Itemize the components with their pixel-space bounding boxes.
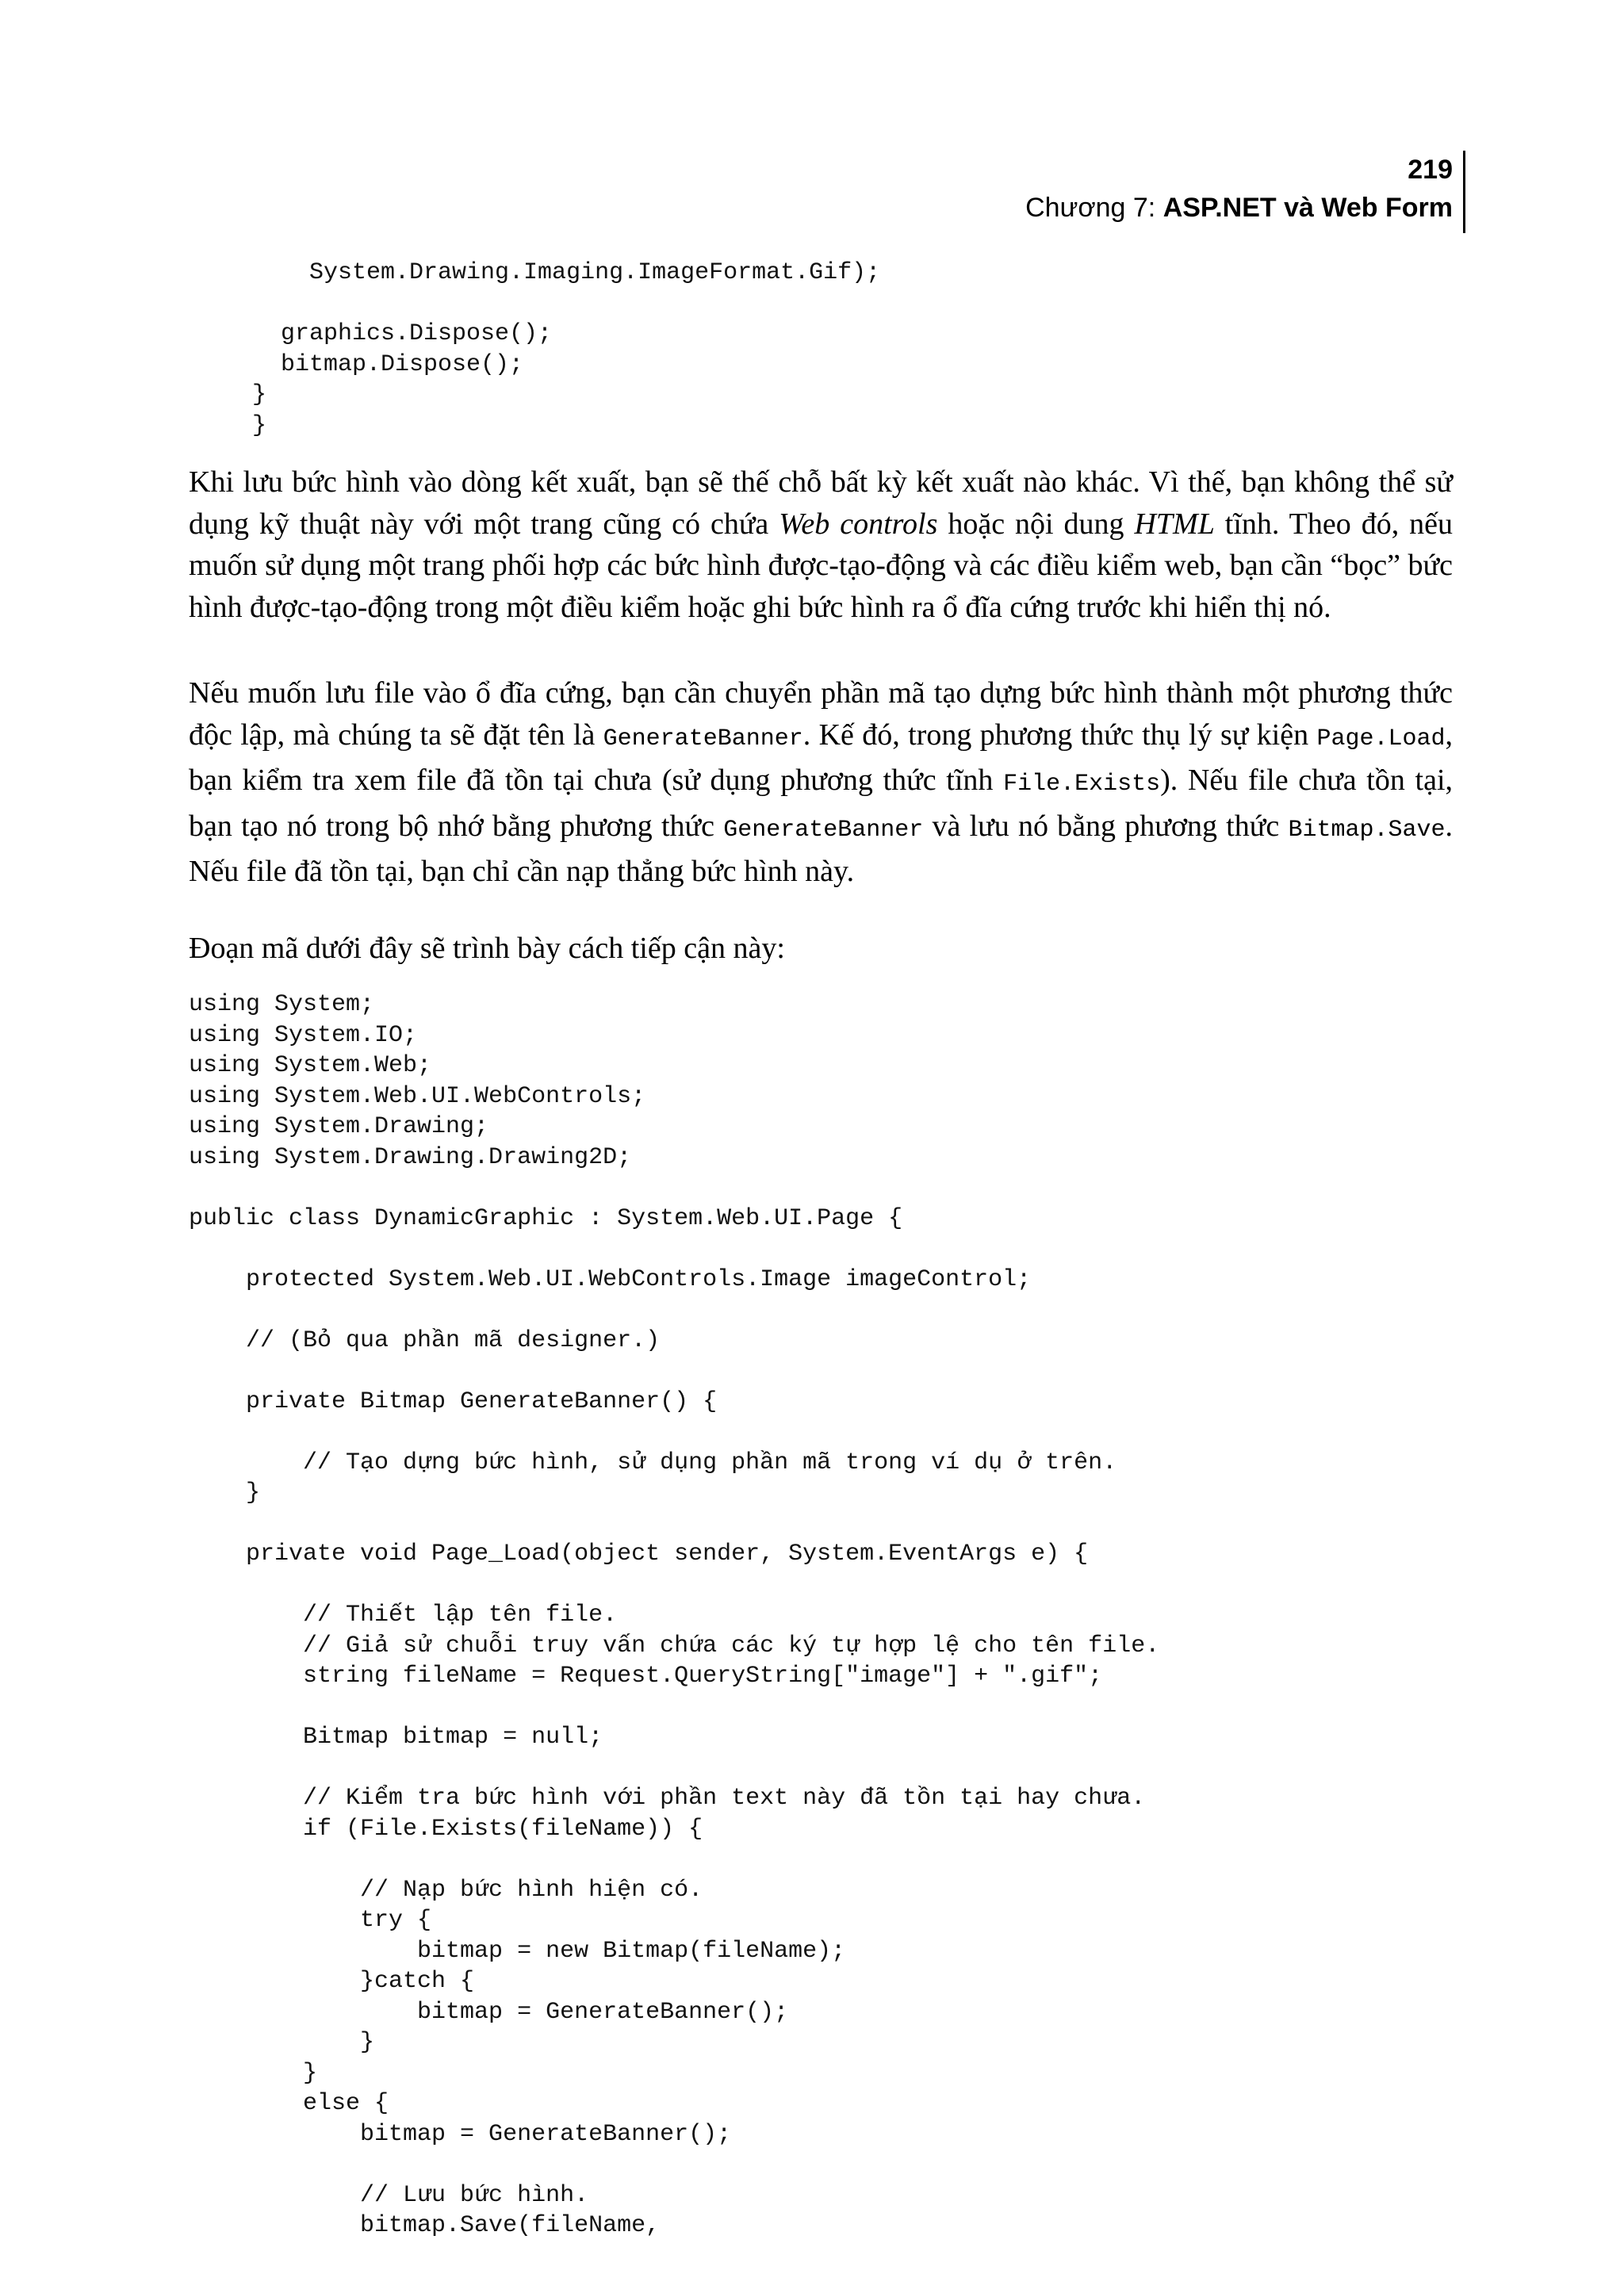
paragraph-code-intro: Đoạn mã dưới đây sẽ trình bày cách tiếp cận này: — [189, 932, 785, 965]
para2-text-1: Nếu muốn lưu file vào ổ đĩa cứng, bạn cần chuyển phần mã tạo dựng bức hình thành một phương thức độc lập, mà chúng ta sẽ đặt tên là — [189, 676, 1453, 752]
para2-text-2: . Kế đó, trong phương thức thụ lý sự kiện — [802, 718, 1317, 752]
para2-text-4: ). Nếu file chưa tồn tại, bạn tạo nó trong bộ nhớ bằng phương thức — [189, 764, 1453, 843]
code-block-main: using System; using System.IO; using System.Web; using System.Web.UI.WebControls; using System.Drawing; using System.Drawing.Drawing2D; public class DynamicGraphic : System.Web.UI.Page { protected System.Web.UI.WebControls.Image imageControl; // (Bỏ qua phần mã designer.) private Bitmap GenerateBanner() { // Tạo dựng bức hình, sử dụng phần mã trong ví dụ ở trên. } private void Page_Load(object sender, System.EventArgs e) { // Thiết lập tên file. // Giả sử chuỗi truy vấn chứa các ký tự hợp lệ cho tên file. string fileName = Request.QueryString["image"] + ".gif"; Bitmap bitmap = null; // Kiểm tra bức hình với phần text này đã tồn tại hay chưa. if (File.Exists(fileName)) { // Nạp bức hình hiện có. try { bitmap = new Bitmap(fileName); }catch { bitmap = GenerateBanner(); } } else { bitmap = GenerateBanner(); // Lưu bức hình. bitmap.Save(fileName, — [189, 991, 1160, 2239]
para1-italic-web-controls: Web controls — [779, 507, 938, 541]
para2-code-generatebanner: GenerateBanner — [603, 725, 803, 752]
code-block-top: System.Drawing.Imaging.ImageFormat.Gif); graphics.Dispose(); bitmap.Dispose(); } } — [252, 259, 881, 439]
para2-code-file-exists: File.Exists — [1003, 771, 1161, 798]
header-rule — [1463, 151, 1465, 233]
para2-text-6: . Nếu file đã tồn tại, bạn chỉ cần nạp thẳng bức hình này. — [189, 809, 1453, 888]
para2-text-3: , bạn kiểm tra xem file đã tồn tại chưa (sử dụng phương thức tĩnh — [189, 718, 1453, 797]
para2-text-5: và lưu nó bằng phương thức — [923, 809, 1289, 843]
page-number: 219 — [1408, 155, 1453, 185]
para2-code-bitmap-save: Bitmap.Save — [1288, 816, 1446, 844]
paragraph-save-file — [189, 672, 1453, 893]
para2-code-generatebanner-2: GenerateBanner — [723, 816, 924, 844]
para1-text-3: tĩnh. Theo đó, nếu muốn sử dụng một trang phối hợp các bức hình được-tạo-động và các điều kiểm web, bạn cần “bọc” bức hình được-tạo-động trong một điều kiểm hoặc ghi bức hình ra ổ đĩa cứng trước khi hiển thị nó. — [189, 507, 1454, 624]
para1-text-2: hoặc nội dung — [937, 507, 1135, 541]
paragraph-output-stream — [189, 461, 1453, 628]
para1-italic-html: HTML — [1134, 507, 1215, 541]
chapter-prefix: Chương 7: — [1025, 193, 1163, 223]
chapter-title: ASP.NET và Web Form — [1162, 193, 1453, 223]
para2-code-page-load: Page.Load — [1316, 725, 1446, 752]
para1-text-1: Khi lưu bức hình vào dòng kết xuất, bạn sẽ thế chỗ bất kỳ kết xuất nào khác. Vì thế, bạn không thể sử dụng kỹ thuật này với một trang cũng có chứa — [189, 465, 1453, 541]
chapter-heading — [1025, 193, 1453, 223]
page-header — [0, 151, 1453, 227]
